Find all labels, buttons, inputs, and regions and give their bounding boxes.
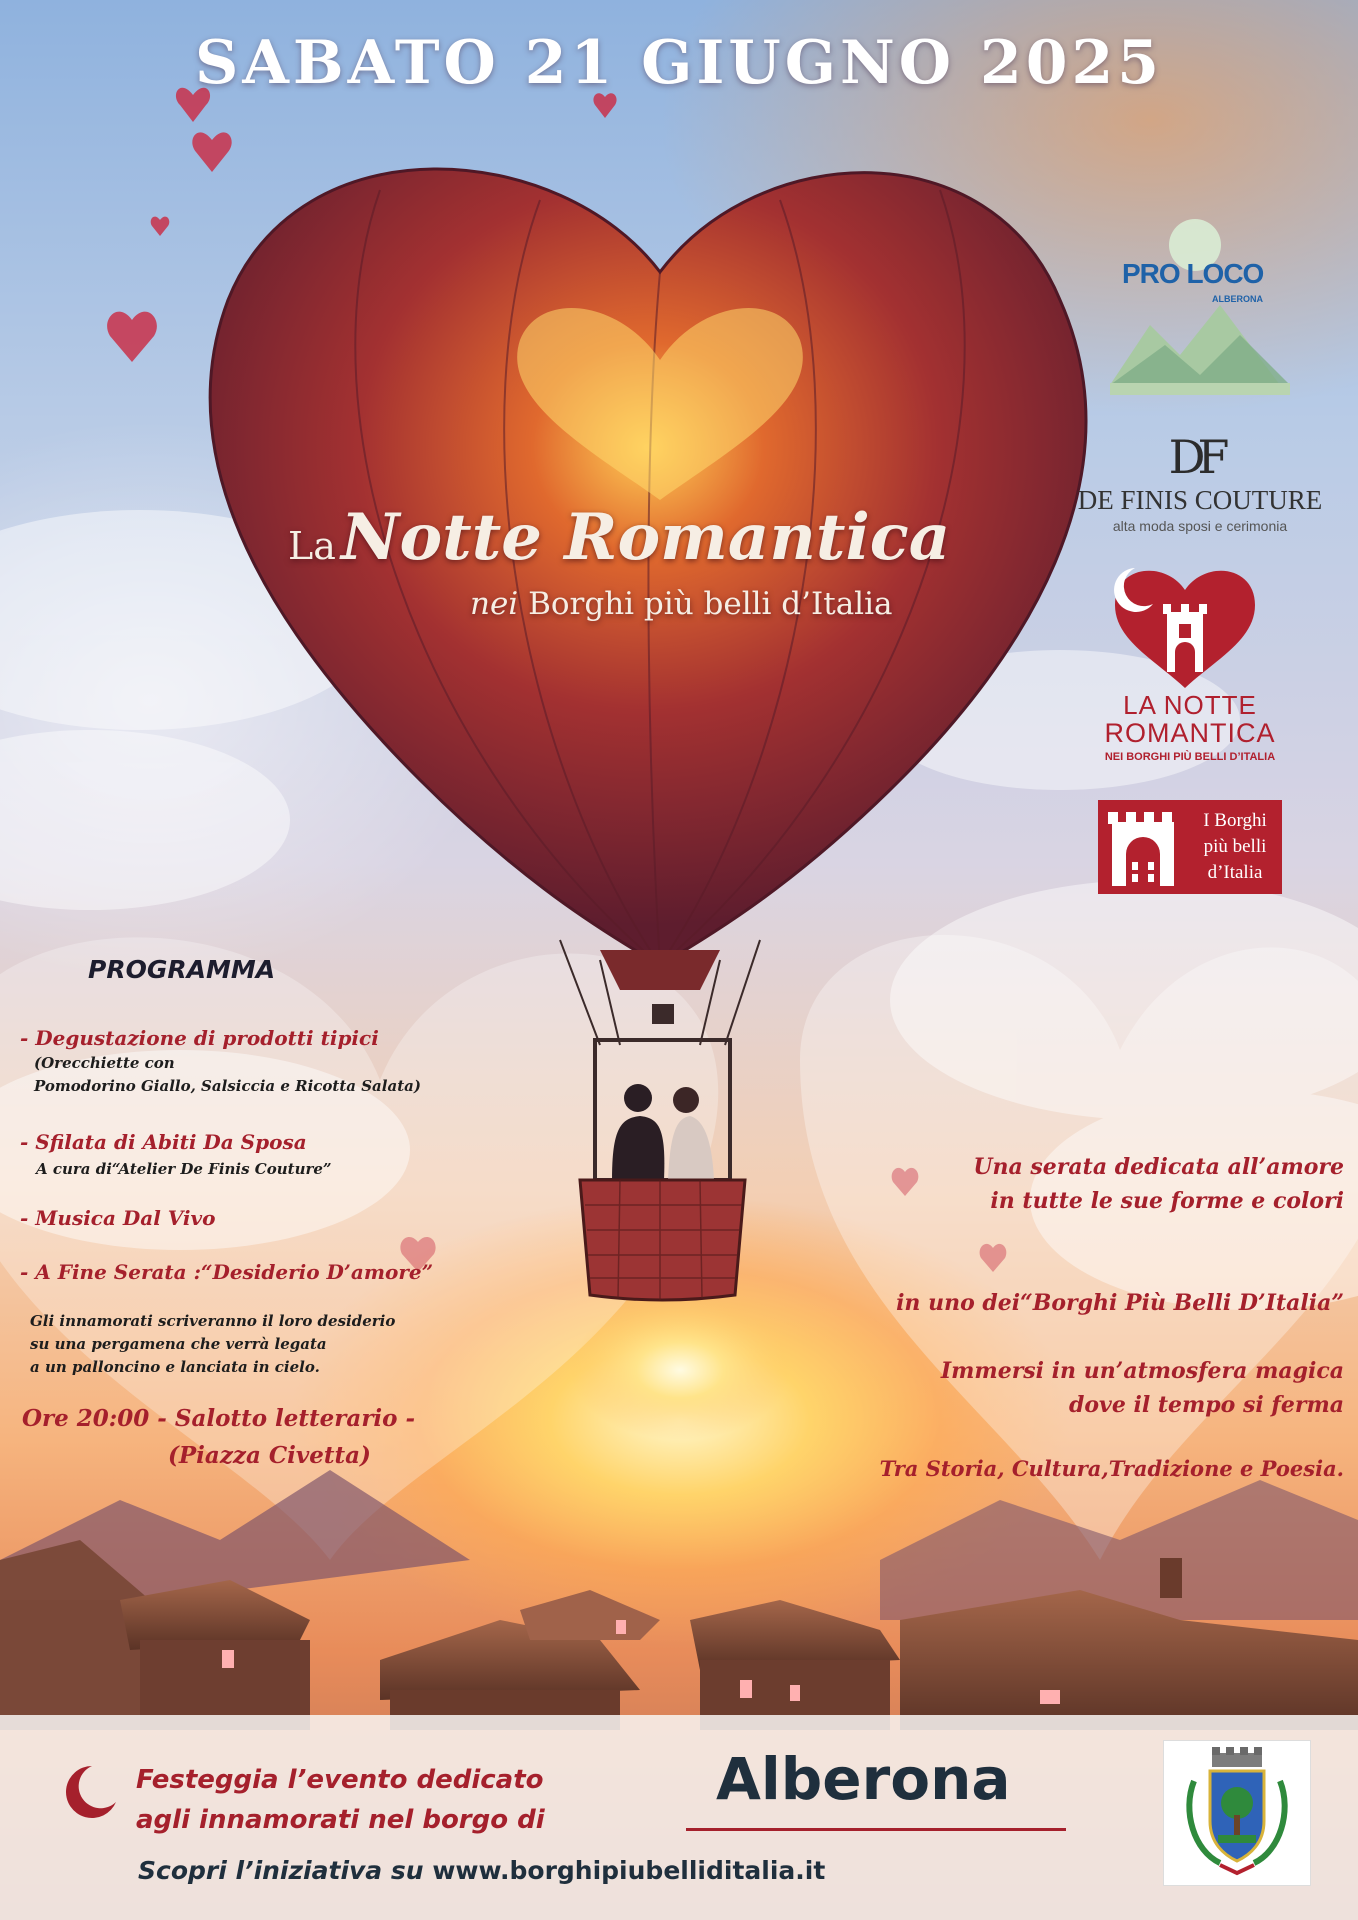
tagline-storia: Tra Storia, Cultura,Tradizione e Poesia. — [879, 1456, 1344, 1481]
borghi-logo-line3: d’Italia — [1207, 862, 1263, 883]
borghi-logo-line1: I Borghi — [1203, 810, 1267, 831]
note-line: (Orecchiette con — [34, 1054, 175, 1072]
programma-time-location: Ore 20:00 - Salotto letterario - — [22, 1405, 416, 1432]
programma-item-sfilata-note: A cura di“Atelier De Finis Couture” — [36, 1160, 332, 1178]
note-line: su una pergamena che verrà legata — [30, 1335, 327, 1353]
event-date: SABATO 21 GIUGNO 2025 — [195, 28, 1163, 98]
proloco-town: ALBERONA — [1212, 294, 1263, 304]
event-title-main: Notte Romantica — [340, 500, 951, 575]
footer-discover-su: su — [390, 1856, 424, 1885]
programma-item-degustazione-note — [34, 1052, 421, 1098]
footer-town-underline — [686, 1828, 1066, 1831]
coat-of-arms-frame — [1163, 1740, 1311, 1886]
event-subtitle-rest: Borghi più belli d’Italia — [528, 586, 893, 622]
tagline-line: dove il tempo si ferma — [1068, 1392, 1344, 1418]
crescent-moon-icon — [58, 1762, 118, 1822]
programma-title: PROGRAMMA — [88, 955, 276, 984]
heart-icon — [107, 312, 157, 362]
definis-name: DE FINIS COUTURE — [1077, 485, 1323, 515]
coat-of-arms-icon — [1164, 1741, 1310, 1885]
castle-tower-icon — [1098, 800, 1188, 894]
notte-romantica-logo-line2: ROMANTICA — [1104, 718, 1276, 748]
heart-icon — [192, 132, 231, 172]
footer-website-link[interactable]: www.borghipiubelliditalia.it — [432, 1856, 826, 1885]
event-title-prefix: La — [288, 524, 336, 568]
programma-item-desiderio-note — [30, 1310, 395, 1379]
heart-icon — [151, 217, 170, 236]
event-subtitle — [470, 586, 1030, 622]
notte-romantica-logo — [1105, 560, 1265, 690]
proloco-logo — [1110, 215, 1290, 395]
borghi-logo-text — [1190, 808, 1280, 886]
tagline-line: in tutte le sue forme e colori — [990, 1188, 1344, 1214]
tagline-borghi: in uno dei“Borghi Più Belli D’Italia” — [896, 1290, 1344, 1316]
programma-item-degustazione: - Degustazione di prodotti tipici — [20, 1026, 379, 1050]
tagline-line: Immersi in un’atmosfera magica — [940, 1358, 1344, 1384]
programma-location: (Piazza Civetta) — [168, 1442, 371, 1469]
footer-town-name: Alberona — [716, 1745, 1011, 1813]
definis-tagline: alta moda sposi e cerimonia — [1112, 518, 1288, 534]
proloco-name: PRO LOCO — [1122, 258, 1264, 289]
notte-romantica-logo-line3: NEI BORGHI PIÙ BELLI D’ITALIA — [1104, 751, 1276, 763]
footer-website-line — [138, 1856, 825, 1885]
footer-invite-line: Festeggia l’evento dedicato — [136, 1765, 544, 1795]
tagline-amore — [824, 1150, 1344, 1218]
tagline-line: Una serata dedicata all’amore — [973, 1154, 1344, 1180]
footer-invite — [136, 1760, 545, 1840]
heart-icon — [980, 1244, 1007, 1272]
footer-invite-line: agli innamorati nel borgo di — [136, 1805, 545, 1835]
event-subtitle-nei: nei — [470, 586, 519, 622]
definis-monogram: DF — [1168, 430, 1222, 484]
note-line: Pomodorino Giallo, Salsiccia e Ricotta Salata) — [34, 1077, 421, 1095]
note-line: Gli innamorati scriveranno il loro desiderio — [30, 1312, 396, 1330]
borghi-logo-line2: più belli — [1203, 836, 1267, 857]
programma-item-musica: - Musica Dal Vivo — [20, 1206, 216, 1230]
footer-discover-text: Scopri l’iniziativa — [138, 1856, 383, 1885]
programma-item-sfilata: - Sfilata di Abiti Da Sposa — [20, 1130, 307, 1154]
note-line: a un palloncino e lanciata in cielo. — [30, 1358, 320, 1376]
tagline-atmosfera — [824, 1354, 1344, 1422]
event-title — [288, 500, 988, 575]
programma-item-desiderio: - A Fine Serata :“Desiderio D’amore” — [20, 1260, 434, 1284]
castle-tower-icon — [1163, 604, 1207, 672]
notte-romantica-logo-line1: LA NOTTE — [1123, 690, 1257, 720]
